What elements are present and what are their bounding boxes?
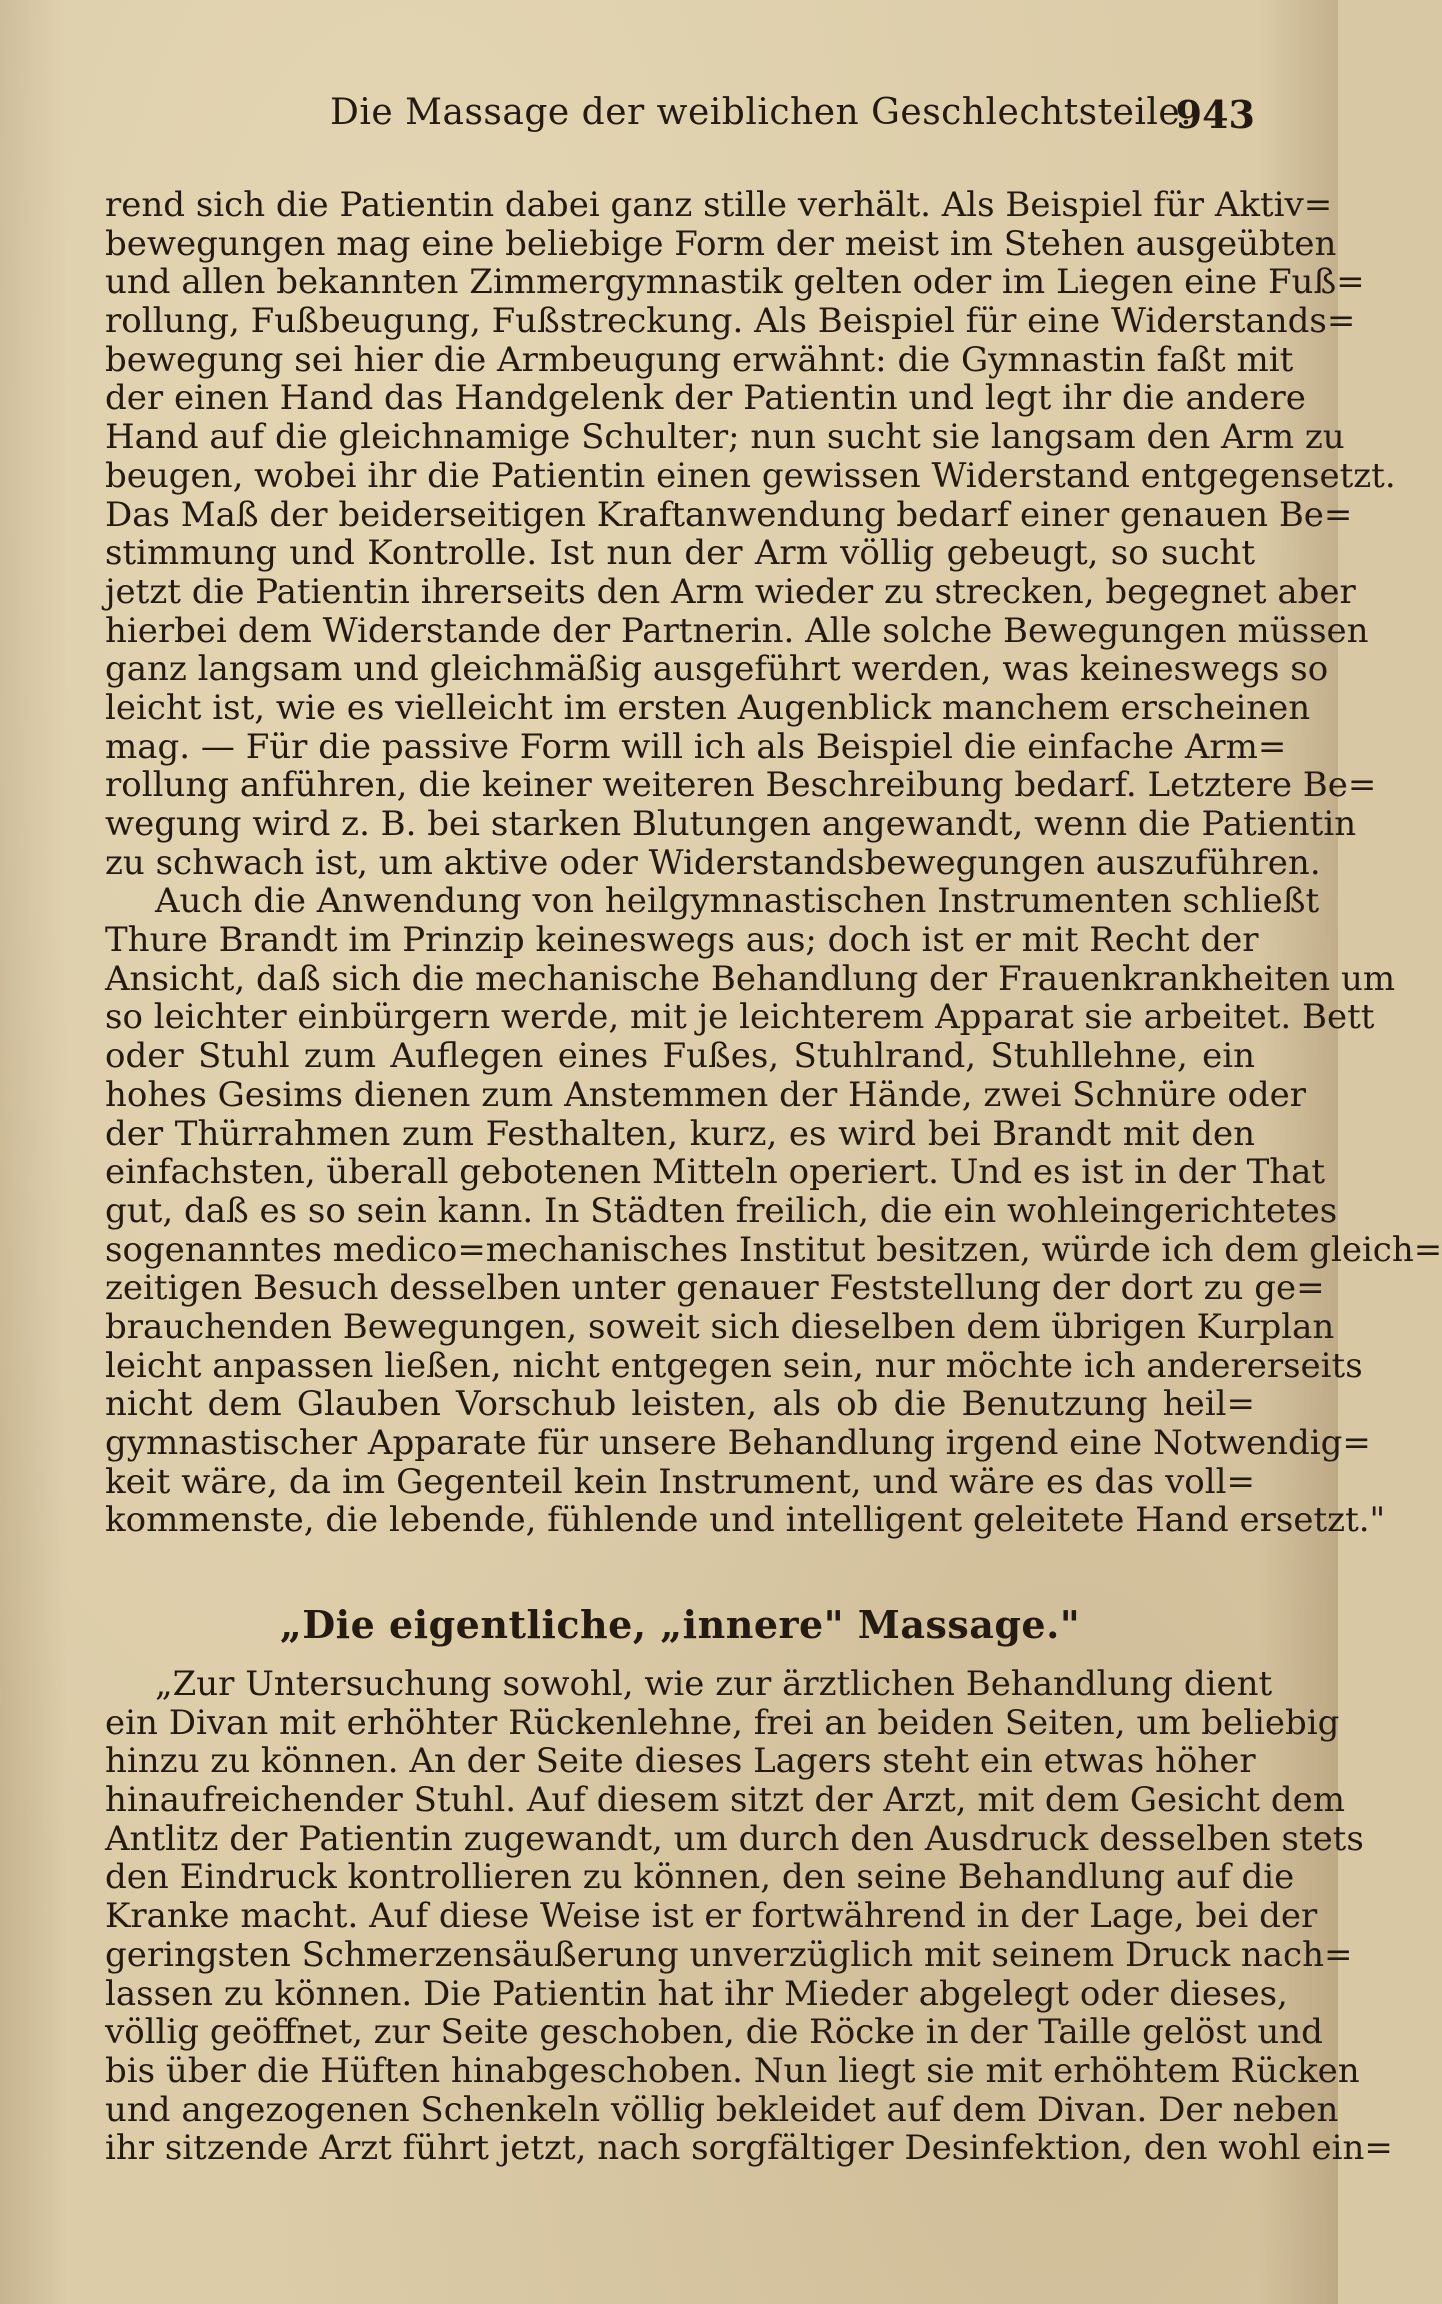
text-line: nicht dem Glauben Vorschub leisten, als ob die Benutzung heil= <box>105 1384 1255 1425</box>
running-title: Die Massage der weiblichen Geschlechtsteile. <box>330 92 1193 133</box>
text-line: Hand auf die gleichnamige Schulter; nun sucht sie langsam den Arm zu <box>105 417 1345 458</box>
text-line: hinaufreichender Stuhl. Auf diesem sitzt der Arzt, mit dem Gesicht dem <box>105 1780 1346 1821</box>
text-line: und allen bekannten Zimmergymnastik gelten oder im Liegen eine Fuß= <box>105 262 1365 303</box>
text-line: keit wäre, da im Gegenteil kein Instrument, und wäre es das voll= <box>105 1461 1255 1502</box>
section-heading: „Die eigentliche, „innere" Massage." <box>279 1602 1081 1647</box>
text-line: wegung wird z. B. bei starken Blutungen angewandt, wenn die Patientin <box>105 804 1357 844</box>
text-line: ihr sitzende Arzt führt jetzt, nach sorgfältiger Desinfektion, den wohl ein= <box>105 2128 1393 2169</box>
running-head <box>105 92 1255 148</box>
text-line: gut, daß es so sein kann. In Städten freilich, die ein wohleingerichtetes <box>105 1190 1338 1231</box>
text-line: lassen zu können. Die Patientin hat ihr Mieder abgelegt oder dieses, <box>105 1973 1288 2014</box>
text-line: bis über die Hüften hinabgeschoben. Nun liegt sie mit erhöhtem Rücken <box>105 2050 1360 2091</box>
text-line: einfachsten, überall gebotenen Mitteln operiert. Und es ist in der That <box>105 1152 1326 1193</box>
text-line: und angezogenen Schenkeln völlig bekleidet auf dem Divan. Der neben <box>105 2089 1339 2130</box>
text-line: völlig geöffnet, zur Seite geschoben, die Röcke in der Taille gelöst und <box>105 2012 1323 2053</box>
text-line: beugen, wobei ihr die Patientin einen gewissen Widerstand entgegensetzt. <box>105 455 1396 496</box>
text-line: Auch die Anwendung von heilgymnastischen Instrumenten schließt <box>155 881 1320 922</box>
text-line: der einen Hand das Handgelenk der Patientin und legt ihr die andere <box>105 378 1306 419</box>
body-text-bottom <box>105 1664 1393 2169</box>
text-line: hierbei dem Widerstande der Partnerin. Alle solche Bewegungen müssen <box>105 610 1369 651</box>
text-line: leicht ist, wie es vielleicht im ersten Augenblick manchem erscheinen <box>105 687 1311 728</box>
text-line: Thure Brandt im Prinzip keineswegs aus; doch ist er mit Recht der <box>105 920 1259 961</box>
text-line: rollung anführen, die keiner weiteren Beschreibung bedarf. Letztere Be= <box>105 765 1377 806</box>
paragraph <box>105 1664 1393 2169</box>
text-line: leicht anpassen ließen, nicht entgegen sein, nur möchte ich andererseits <box>105 1345 1363 1386</box>
text-line: hohes Gesims dienen zum Anstemmen der Hände, zwei Schnüre oder <box>105 1074 1306 1115</box>
text-line: mag. — Für die passive Form will ich als Beispiel die einfache Arm= <box>105 726 1287 767</box>
text-line: so leichter einbürgern werde, mit je leichterem Apparat sie arbeitet. Bett <box>105 997 1375 1038</box>
text-line: bewegungen mag eine beliebige Form der meist im Stehen ausgeübten <box>105 223 1337 264</box>
text-line: Das Maß der beiderseitigen Kraftanwendung bedarf einer genauen Be= <box>105 494 1353 535</box>
text-line: ganz langsam und gleichmäßig ausgeführt werden, was keineswegs so <box>105 649 1329 690</box>
text-line: zeitigen Besuch desselben unter genauer Feststellung der dort zu ge= <box>105 1268 1325 1309</box>
text-line: den Eindruck kontrollieren zu können, den seine Behandlung auf die <box>105 1857 1295 1898</box>
text-line: bewegung sei hier die Armbeugung erwähnt: die Gymnastin faßt mit <box>105 339 1294 380</box>
text-line: oder Stuhl zum Auflegen eines Fußes, Stuhlrand, Stuhllehne, ein <box>105 1036 1255 1077</box>
text-line: ein Divan mit erhöhter Rückenlehne, frei an beiden Seiten, um beliebig <box>105 1702 1340 1743</box>
text-line: sogenanntes medico=mechanisches Institut besitzen, würde ich dem gleich= <box>105 1229 1442 1270</box>
text-line: der Thürrahmen zum Festhalten, kurz, es wird bei Brandt mit den <box>105 1113 1255 1154</box>
text-line: kommenste, die lebende, fühlende und intelligent geleitete Hand ersetzt." <box>105 1500 1386 1541</box>
text-line: stimmung und Kontrolle. Ist nun der Arm völlig gebeugt, so sucht <box>105 533 1255 574</box>
text-line: gymnastischer Apparate für unsere Behandlung irgend eine Notwendig= <box>105 1423 1371 1463</box>
text-line: Kranke macht. Auf diese Weise ist er fortwährend in der Lage, bei der <box>105 1896 1318 1937</box>
text-line: Ansicht, daß sich die mechanische Behandlung der Frauenkrankheiten um <box>105 958 1396 999</box>
text-line: geringsten Schmerzensäußerung unverzüglich mit seinem Druck nach= <box>105 1934 1353 1975</box>
page-number: 943 <box>1175 92 1255 137</box>
text-line: „Zur Untersuchung sowohl, wie zur ärztlichen Behandlung dient <box>155 1664 1273 1704</box>
text-line: brauchenden Bewegungen, soweit sich dieselben dem übrigen Kurplan <box>105 1306 1335 1347</box>
paragraph <box>105 185 1396 883</box>
text-line: hinzu zu können. An der Seite dieses Lagers steht ein etwas höher <box>105 1741 1256 1782</box>
text-line: rend sich die Patientin dabei ganz stille verhält. Als Beispiel für Aktiv= <box>105 185 1333 225</box>
text-line: Antlitz der Patientin zugewandt, um durch den Ausdruck desselben stets <box>105 1818 1364 1859</box>
text-line: zu schwach ist, um aktive oder Widerstandsbewegungen auszuführen. <box>105 842 1321 883</box>
text-line: jetzt die Patientin ihrerseits den Arm wieder zu strecken, begegnet aber <box>105 571 1356 612</box>
body-text-top <box>105 185 1442 1541</box>
text-line: rollung, Fußbeugung, Fußstreckung. Als Beispiel für eine Widerstands= <box>105 301 1356 342</box>
paragraph <box>105 881 1442 1541</box>
